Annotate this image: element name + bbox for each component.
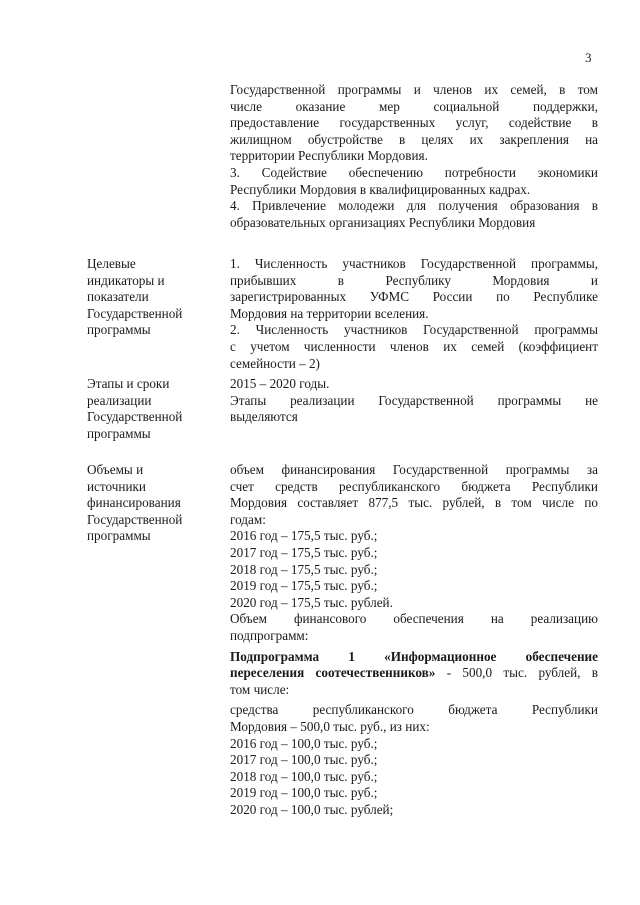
text-line: территории Республики Мордовия.: [230, 148, 428, 164]
text-line: предоставление государственных услуг, содействие в: [230, 115, 598, 131]
text-line: 2. Численность участников Государственной программы: [230, 322, 598, 338]
tasks-continuation: [230, 82, 598, 231]
text-line: годам:: [230, 511, 266, 527]
text-line: 2018 год – 100,0 тыс. руб.;: [230, 768, 378, 784]
text-line: 2017 год – 175,5 тыс. руб.;: [230, 544, 378, 560]
text-line: зарегистрированных УФМС России по Республике: [230, 289, 598, 305]
text-line: семейности – 2): [230, 355, 320, 371]
text-line: 2020 год – 100,0 тыс. рублей;: [230, 801, 394, 817]
text-line: Государственной программы и членов их семей, в том: [230, 82, 598, 97]
text-line: 2016 год – 175,5 тыс. руб.;: [230, 528, 378, 544]
text-line: 2016 год – 100,0 тыс. руб.;: [230, 735, 378, 751]
text-line: 4. Привлечение молодежи для получения образования в: [230, 198, 598, 214]
text-line: образовательных организациях Республики Мордовия: [230, 214, 536, 230]
text-line: переселения соотечественников» - 500,0 тыс. рублей, в: [230, 665, 598, 681]
text-line: 2015 – 2020 годы.: [230, 376, 330, 391]
text-line: Мордовия составляет 877,5 тыс. рублей, в том числе по: [230, 495, 598, 511]
text-line: 2020 год – 175,5 тыс. рублей.: [230, 594, 393, 610]
text-line: 3. Содействие обеспечению потребности экономики: [230, 164, 598, 180]
text-line: 2019 год – 100,0 тыс. руб.;: [230, 785, 378, 801]
text-line: выделяются: [230, 409, 298, 425]
text-line: 2018 год – 175,5 тыс. руб.;: [230, 561, 378, 577]
indicators-label: Целевые индикаторы и показатели Государственной программы: [87, 256, 183, 338]
indicators-text: [230, 256, 598, 372]
text-line: с учетом численности членов их семей (коэффициент: [230, 338, 598, 354]
text-line: Республики Мордовия в квалифицированных кадрах.: [230, 181, 531, 197]
text-line: Мордовия на территории вселения.: [230, 305, 429, 321]
text-line: подпрограмм:: [230, 627, 309, 643]
subprogram-title: Подпрограмма 1 «Информационное обеспечение: [230, 648, 598, 664]
text-line: прибывших в Республику Мордовия и: [230, 272, 598, 288]
text-line: объем финансирования Государственной программы за: [230, 462, 598, 477]
text-line: счет средств республиканского бюджета Республики: [230, 478, 598, 494]
text-line: том числе:: [230, 681, 290, 697]
stages-label: Этапы и сроки реализации Государственной программы: [87, 376, 183, 441]
page-number: 3: [585, 50, 592, 65]
text-line: жилищном обустройстве в целях их закрепления на: [230, 131, 598, 147]
stages-text: [230, 376, 598, 426]
text-line: 2017 год – 100,0 тыс. руб.;: [230, 752, 378, 768]
text-line: числе оказание мер социальной поддержки,: [230, 98, 598, 114]
text-line: Этапы реализации Государственной программы не: [230, 392, 598, 408]
funding-label: Объемы и источники финансирования Государственной программы: [87, 462, 183, 544]
funding-text: [230, 462, 598, 818]
text-line: средства республиканского бюджета Республики: [230, 702, 598, 718]
text-line: 1. Численность участников Государственной программы,: [230, 256, 598, 271]
text-line: Объем финансового обеспечения на реализацию: [230, 611, 598, 627]
text-line: 2019 год – 175,5 тыс. руб.;: [230, 578, 378, 594]
text-line: Мордовия – 500,0 тыс. руб., из них:: [230, 718, 430, 734]
